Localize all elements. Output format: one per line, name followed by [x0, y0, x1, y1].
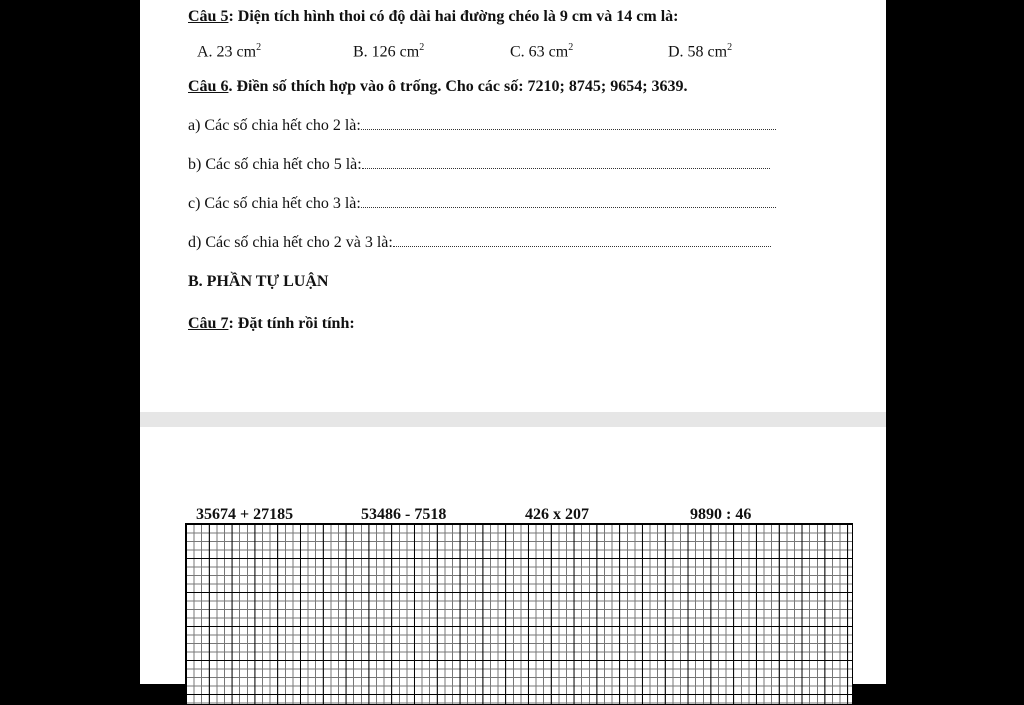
answer-blank[interactable] — [362, 156, 770, 169]
document-page-2 — [140, 427, 886, 684]
fill-line-b — [188, 156, 770, 174]
option-d-exp: 2 — [727, 42, 733, 53]
question-7-text: : Đặt tính rồi tính: — [228, 315, 355, 332]
question-6 — [188, 78, 688, 96]
option-a-text: A. 23 cm — [197, 43, 257, 61]
fill-line-a-label: a) Các số chia hết cho 2 là: — [188, 117, 361, 134]
option-c-text: C. 63 cm — [510, 43, 569, 61]
option-d-text: D. 58 cm — [668, 43, 728, 61]
question-5 — [188, 8, 679, 26]
section-b-heading: B. PHẦN TỰ LUẬN — [188, 273, 329, 290]
option-c — [510, 42, 573, 61]
answer-blank[interactable] — [361, 195, 776, 208]
question-7 — [188, 315, 355, 333]
fill-line-b-label: b) Các số chia hết cho 5 là: — [188, 156, 362, 173]
option-d — [668, 42, 732, 61]
question-6-text: . Điền số thích hợp vào ô trống. Cho các số: 7210; 8745; 9654; 3639. — [228, 78, 688, 95]
document-page-1 — [140, 0, 886, 412]
option-b — [353, 42, 424, 61]
calc-multiplication: 426 x 207 — [525, 506, 589, 523]
option-a — [197, 42, 261, 61]
fill-line-c-label: c) Các số chia hết cho 3 là: — [188, 195, 361, 212]
option-b-text: B. 126 cm — [353, 43, 420, 61]
option-b-exp: 2 — [419, 42, 425, 53]
calc-addition: 35674 + 27185 — [196, 506, 294, 523]
calc-division: 9890 : 46 — [690, 506, 752, 523]
question-6-label: Câu 6 — [188, 78, 229, 95]
fill-line-c — [188, 195, 776, 213]
option-a-exp: 2 — [256, 42, 262, 53]
page-break — [140, 412, 886, 427]
fill-line-a — [188, 117, 776, 135]
option-c-exp: 2 — [568, 42, 574, 53]
answer-blank[interactable] — [393, 234, 771, 247]
question-5-text: : Diện tích hình thoi có độ dài hai đường chéo là 9 cm và 14 cm là: — [228, 8, 679, 25]
question-7-label: Câu 7 — [188, 315, 229, 332]
question-5-label: Câu 5 — [188, 8, 229, 25]
answer-blank[interactable] — [361, 117, 776, 130]
fill-line-d — [188, 234, 771, 252]
calc-subtraction: 53486 - 7518 — [361, 506, 447, 523]
fill-line-d-label: d) Các số chia hết cho 2 và 3 là: — [188, 234, 393, 251]
squared-grid-paper[interactable] — [185, 523, 853, 705]
